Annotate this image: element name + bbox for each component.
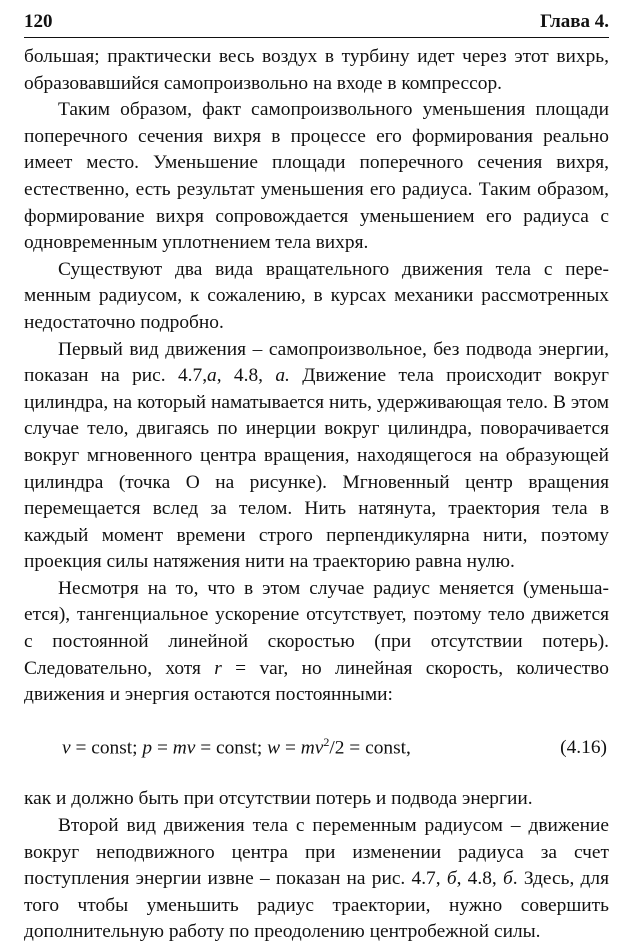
symbol-mv-squared: mv <box>300 737 324 759</box>
paragraph-7-text-b: , 4.8, <box>456 868 503 890</box>
paragraph-4-text-c: Движение тела происходит вокруг цилиндра, на который наматывается нить, удерживающая тело. В этом случае тело, двигаясь по инерции вокруг цилиндра, поворачивается вокруг мгновенного центра вращения, находящегося на образующей цилиндра (точка О на рисунке). Мгновенный центр вращения перемещается вслед за телом. Нить натянута, траектория тела в каждый момент времени строго перпендикулярна нити, поэтому проекция силы натяжения нити на траекторию равна нулю. <box>24 365 609 573</box>
paragraph-7-text-a: Второй вид движения тела с переменным радиусом – движение вокруг неподвижного центра при изменении радиуса за счет поступления энергии извне – показан на рис. 4.7, <box>24 814 609 890</box>
paragraph-4 <box>24 337 609 576</box>
radius-symbol: r <box>214 657 222 679</box>
equation-4-16 <box>24 729 609 761</box>
paragraph-3: Существуют два вида вращательного движения тела с переменным радиусом, к сожалению, в курсах механики рассмотренных недостаточно подробно. <box>24 258 609 333</box>
symbol-p: p <box>142 737 153 759</box>
symbol-v: v <box>62 737 71 759</box>
paragraph-1: большая; практически весь воздух в турбину идет через этот вихрь, образовавшийся самопроизвольно на входе в компрессор. <box>24 46 609 94</box>
page-number: 120 <box>24 11 53 32</box>
paragraph-7-text-c: . Здесь, для того чтобы уменьшить радиус траектории, нужно совершить дополнительную работу по преодолению центробежной силы. <box>24 868 609 943</box>
figure-ref-b: б <box>446 868 457 890</box>
paragraph-4-text-b: , 4.8, <box>216 365 264 387</box>
paragraph-2: Таким образом, факт самопроизвольного уменьшения площади поперечного сечения вихря в процессе его формирования реально имеет место. Уменьшение площади поперечного сечения вихря, естественно, есть результат уменьшения его радиуса. Таким образом, формирование вихря сопровождается уменьшением его радиуса с одновременным уплотнением тела вихря. <box>24 99 609 254</box>
symbol-w: w <box>267 737 281 759</box>
equation-part-3: = const; <box>195 737 268 759</box>
paragraph-4-text-a: Первый вид движения – самопроизвольное, без подвода энергии, показан на рис. 4.7, <box>24 338 609 387</box>
superscript-2: 2 <box>323 734 330 749</box>
figure-ref-b-2: б <box>502 868 513 890</box>
paragraph-7 <box>24 813 609 946</box>
page-header <box>24 10 609 38</box>
equation-number: (4.16) <box>560 737 607 759</box>
paragraph-6: как и должно быть при отсутствии потерь и подвода энергии. <box>24 788 533 810</box>
equation-expression <box>62 729 411 761</box>
equation-part-4: = <box>280 737 301 759</box>
equation-part-2: = <box>152 737 173 759</box>
paragraph-5 <box>24 576 609 709</box>
equation-part-1: = const; <box>70 737 143 759</box>
figure-ref-a-2: а. <box>275 365 290 387</box>
chapter-title: Глава 4. <box>540 11 609 32</box>
symbol-mv: mv <box>172 737 196 759</box>
book-page <box>24 10 609 946</box>
paragraph-5-text-a: Несмотря на то, что в этом случае радиус меняется (уменьшается), тангенциальное ускорение отсутствует, поэтому тело движется с постоянной линейной скоростью (при отсутствии потерь). Следовательно, хотя <box>24 577 609 679</box>
paragraph-5-text-b: = var, но линейная скорость, количество движения и энергия остаются постоянными: <box>24 657 609 706</box>
equation-part-5: /2 = const, <box>329 737 411 759</box>
figure-ref-a: а <box>207 365 217 387</box>
page-body <box>24 44 609 946</box>
